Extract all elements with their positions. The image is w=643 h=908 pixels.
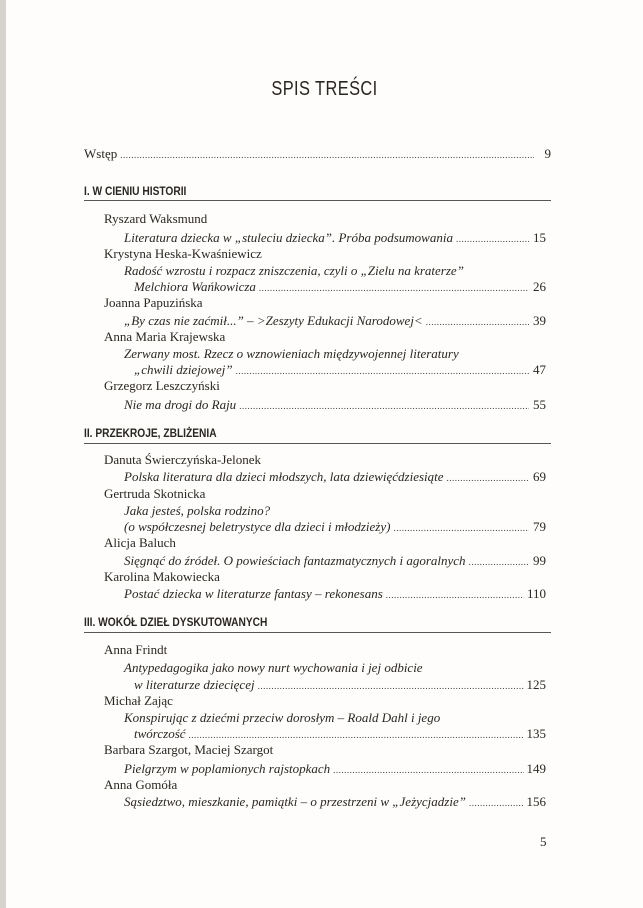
- entry-author: Alicja Baluch: [104, 535, 176, 550]
- entry-page: 55: [533, 397, 546, 412]
- entry-author: Karolina Makowiecka: [104, 569, 220, 584]
- entry-author: Anna Frindt: [104, 642, 168, 657]
- dot-leader: [236, 363, 529, 379]
- intro-label: Wstęp: [84, 146, 118, 161]
- entry-title: w literaturze dziecięcej: [134, 677, 255, 692]
- section-rule: [84, 443, 551, 444]
- entry-title-line: [134, 677, 546, 694]
- entry-title-line: [124, 397, 546, 414]
- entry-page: 79: [533, 519, 546, 534]
- entry-title: Sięgnąć do źródeł. O powieściach fantazmatycznych i agoralnych: [124, 553, 466, 568]
- entry-title: Konspirując z dziećmi przeciw dorosłym – Roald Dahl i jego: [124, 710, 441, 725]
- entry-author: Anna Maria Krajewska: [104, 329, 226, 344]
- entry-title: Zerwany most. Rzecz o wznowieniach międzywojennej literatury: [124, 346, 459, 361]
- section-rule: [84, 200, 551, 201]
- entry-title-line: [124, 586, 546, 603]
- section-heading: II. PRZEKROJE, ZBLIŻENIA: [84, 426, 217, 440]
- entry-title: Pielgrzym w poplamionych rajstopkach: [124, 761, 331, 776]
- page-number: 5: [540, 834, 547, 849]
- entry-title-line: [124, 761, 546, 778]
- entry-title: Polska literatura dla dzieci młodszych, lata dziewięćdziesiąte: [124, 469, 444, 484]
- entry-page: 99: [533, 553, 546, 568]
- entry-author: Joanna Papuzińska: [104, 295, 203, 310]
- entry-title-line: [134, 279, 546, 296]
- intro-page: 9: [544, 146, 551, 161]
- entry-author: Gertruda Skotnicka: [104, 486, 206, 501]
- entry-page: 15: [533, 230, 546, 245]
- entry-author: Krystyna Heska-Kwaśniewicz: [104, 246, 262, 261]
- dot-leader: [386, 587, 524, 603]
- entry-author: Anna Gomóła: [104, 777, 178, 792]
- entry-author: Danuta Świerczyńska-Jelonek: [104, 452, 262, 467]
- page-title: SPIS TREŚCI: [271, 78, 378, 100]
- entry-title: Literatura dziecka w „stuleciu dziecka”. Próba podsumowania: [124, 230, 453, 245]
- section-rule: [84, 632, 551, 633]
- entry-title: „chwili dziejowej”: [134, 362, 233, 377]
- dot-leader: [447, 470, 529, 486]
- entry-page: 47: [533, 362, 546, 377]
- section-heading: I. W CIENIU HISTORII: [84, 184, 187, 198]
- entry-title: (o współczesnej beletrystyce dla dzieci i młodzieży): [124, 519, 391, 534]
- entry-title-line: [134, 362, 546, 379]
- entry-title-line: [124, 553, 546, 570]
- entry-page: 26: [533, 279, 546, 294]
- entry-title: Sąsiedztwo, mieszkanie, pamiątki – o przestrzeni w „Jeżycjadzie”: [124, 794, 466, 809]
- entry-author: Michał Zając: [104, 693, 173, 708]
- entry-page: 156: [526, 794, 546, 809]
- dot-leader: [120, 147, 534, 163]
- entry-title: Nie ma drogi do Raju: [124, 397, 237, 412]
- entry-page: 110: [526, 586, 546, 601]
- entry-author: Barbara Szargot, Maciej Szargot: [104, 742, 274, 757]
- entry-title: Postać dziecka w literaturze fantasy – rekonesans: [124, 586, 383, 601]
- entry-title: Jaka jesteś, polska rodzino?: [124, 503, 271, 518]
- dot-leader: [469, 795, 524, 811]
- entry-title-line: [134, 726, 546, 743]
- dot-leader: [239, 398, 529, 414]
- dot-leader: [258, 678, 524, 694]
- dot-leader: [259, 280, 529, 296]
- entry-author: Ryszard Waksmund: [104, 211, 208, 226]
- section-heading: III. WOKÓŁ DZIEŁ DYSKUTOWANYCH: [84, 615, 268, 629]
- entry-title-line: [124, 469, 546, 486]
- dot-leader: [426, 314, 529, 330]
- entry-page: 69: [533, 469, 546, 484]
- entry-title-line: [124, 794, 546, 811]
- entry-title: Radość wzrostu i rozpacz zniszczenia, czyli o „Zielu na kraterze”: [124, 263, 464, 278]
- entry-page: 125: [526, 677, 546, 692]
- entry-author: Grzegorz Leszczyński: [104, 378, 220, 393]
- entry-title-line: [124, 519, 546, 536]
- dot-leader: [393, 520, 529, 536]
- entry-page: 135: [526, 726, 546, 741]
- dot-leader: [456, 231, 529, 247]
- dot-leader: [189, 727, 524, 743]
- entry-title-line: [124, 313, 546, 330]
- intro-entry: [84, 146, 551, 163]
- dot-leader: [333, 762, 523, 778]
- entry-page: 39: [533, 313, 546, 328]
- entry-page: 149: [526, 761, 546, 776]
- entry-title: „By czas nie zaćmił...” – >Zeszyty Edukacji Narodowej<: [124, 313, 423, 328]
- entry-title-line: [124, 230, 546, 247]
- dot-leader: [469, 554, 529, 570]
- entry-title: Antypedagogika jako nowy nurt wychowania i jej odbicie: [124, 660, 423, 675]
- entry-title: twórczość: [134, 726, 186, 741]
- entry-title: Melchiora Wańkowicza: [134, 279, 256, 294]
